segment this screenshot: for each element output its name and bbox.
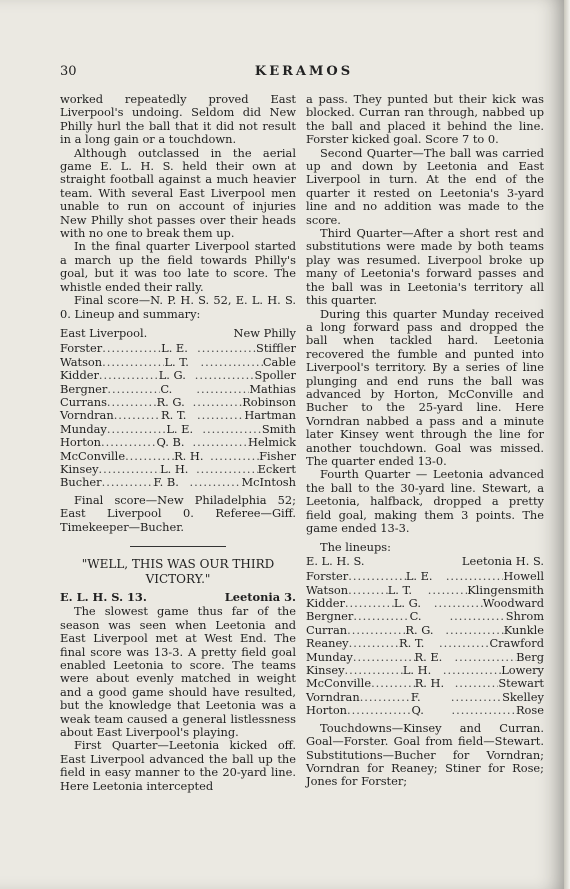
page-edge (564, 0, 570, 889)
leader-dots (196, 383, 249, 396)
leader-dots (345, 664, 403, 677)
leader-dots (347, 624, 405, 637)
lineup-row (60, 356, 296, 369)
position: R. G. (405, 622, 434, 637)
lineup-row (60, 476, 296, 489)
paragraph: Third Quarter—After a short rest and substitutions were made by both teams play was resumed. Liverpool broke up many of Leetonia's forward passes and the ball was in Leetonia's territory all this quarter. (306, 226, 544, 308)
opponent-name: Mathias (249, 381, 296, 396)
leader-dots (434, 597, 483, 610)
player-name: Watson (306, 582, 349, 597)
lineup-header (306, 555, 544, 568)
lineup-row (306, 704, 544, 717)
opponent-name: Fisher (259, 448, 296, 463)
leader-dots (443, 664, 501, 677)
player-name: Horton (306, 703, 348, 718)
position: Q. (411, 703, 424, 718)
team-name-left: E. L. H. S. (306, 553, 365, 568)
position: L. H. (402, 663, 432, 678)
player-name: Munday (60, 421, 107, 436)
position: R. T. (399, 636, 425, 651)
leader-dots (202, 423, 261, 436)
leader-dots (197, 342, 256, 355)
leader-dots (353, 651, 415, 664)
player-name: Kinsey (60, 461, 99, 476)
lineup-row (60, 369, 296, 382)
lineup-row (60, 450, 296, 463)
leader-dots (196, 463, 258, 476)
player-name: McConville (306, 676, 372, 691)
leader-dots (347, 704, 411, 717)
opponent-name: Klingensmith (467, 582, 544, 597)
opponent-name: Hartman (244, 408, 296, 423)
opponent-name: Helmick (247, 435, 296, 450)
leader-dots (451, 691, 502, 704)
lineup-row (306, 597, 544, 610)
team-name-right: Leetonia H. S. (461, 553, 544, 568)
player-name: Forster (306, 569, 349, 584)
lineup-row (306, 664, 544, 677)
opponent-name: McIntosh (241, 475, 296, 490)
position: F. (410, 689, 421, 704)
leader-dots (455, 651, 517, 664)
opponent-name: Skelley (502, 689, 544, 704)
paragraph: a pass. They punted but their kick was blocked. Curran ran through, nabbed up the ball and placed it behind the line. Forster kicked goal. Score 7 to 0. (306, 92, 544, 147)
position: C. (409, 609, 422, 624)
lineup-row (306, 610, 544, 623)
position: L. E. (161, 341, 188, 356)
score-line (60, 591, 296, 604)
player-name: Horton (60, 435, 102, 450)
leader-dots (439, 637, 489, 650)
paragraph: Fourth Quarter — Leetonia advanced the ball to the 30-yard line. Stewart, a Leetonia, halfback, dropped a pretty field goal, making them 3 points. The game ended 13-3. (306, 467, 544, 535)
lineup-row (306, 677, 544, 690)
lineups-label: The lineups: (320, 540, 391, 555)
lineup-row (306, 637, 544, 650)
story-title (60, 557, 296, 587)
position: R. T. (161, 408, 187, 423)
position: R. G. (156, 394, 185, 409)
opponent-name: Kunkle (503, 622, 544, 637)
leader-dots (107, 383, 160, 396)
leader-dots (99, 463, 161, 476)
paragraph: worked repeatedly proved East Liverpool's undoing. Seldom did New Philly hurl the ball that it did not result in a long gain or a touchdown. (60, 92, 296, 147)
player-name: Kidder (60, 368, 99, 383)
opponent-name: Spoller (254, 368, 296, 383)
player-name: Bergner (60, 381, 108, 396)
magazine-title: KERAMOS (254, 64, 354, 79)
leader-dots (195, 369, 255, 382)
leader-dots (107, 396, 157, 409)
player-name: Curran (306, 622, 348, 637)
lineup-row (60, 396, 296, 409)
player-name: Vorndran (60, 408, 114, 423)
leader-dots (446, 570, 504, 583)
position: L. T. (387, 582, 413, 597)
score-home: E. L. H. S. 13. (60, 590, 147, 604)
leader-dots (353, 610, 409, 623)
leader-dots (345, 597, 394, 610)
leader-dots (102, 342, 161, 355)
leader-dots (455, 677, 499, 690)
leader-dots (450, 610, 506, 623)
leader-dots (101, 436, 156, 449)
player-name: Munday (306, 649, 353, 664)
leader-dots (200, 356, 262, 369)
left-column (60, 93, 296, 793)
leader-dots (428, 584, 468, 597)
lineup-row (60, 423, 296, 436)
player-name: Currans (60, 394, 107, 409)
position: F. B. (153, 475, 179, 490)
story-title-line: "WELL, THIS WAS OUR THIRD (81, 557, 275, 571)
paragraph: During this quarter Munday received a long forward pass and dropped the ball when tackled hard. Leetonia recovered the fumble and punted into Liverpool's territory. By a series of line plunging and end runs the ball was advanced by Horton, McConville and Bucher to the 25-yard line. Here Vorndran nabbed a pass and a minute later Kinsey went through the line for another touchdown. Goal was missed. The quarter ended 13-0. (306, 306, 544, 468)
position: L. T. (164, 354, 189, 369)
leader-dots (349, 637, 399, 650)
score-away: Leetonia 3. (224, 590, 296, 604)
team-name-right: New Philly (233, 325, 296, 340)
opponent-name: Stewart (498, 676, 544, 691)
opponent-name: Crawford (489, 636, 544, 651)
position: L. E. (405, 569, 433, 584)
leader-dots (193, 396, 243, 409)
opponent-name: Berg (516, 649, 544, 664)
position: L. H. (160, 461, 189, 476)
opponent-name: Woodward (482, 596, 544, 611)
story-title-line: VICTORY." (145, 572, 211, 586)
player-name: Reaney (306, 636, 349, 651)
leader-dots (114, 409, 161, 422)
lineup-row (306, 584, 544, 597)
leader-dots (192, 436, 247, 449)
paragraph: The slowest game thus far of the season was seen when Leetonia and East Liverpool met at West End. The final score was 13-3. A pretty field goal enabled Leetonia to score. The teams were about evenly matched in weight and a good game should have resulted, but the knowledge that Leetonia was a weak team caused a general listlessness about East Liverpool's playing. (60, 604, 296, 740)
lineup-row (60, 436, 296, 449)
leader-dots (102, 476, 154, 489)
leader-dots (197, 409, 244, 422)
opponent-name: Howell (503, 569, 544, 584)
leader-dots (107, 423, 166, 436)
lineup-row (306, 691, 544, 704)
player-name: McConville (60, 448, 126, 463)
leader-dots (102, 356, 164, 369)
opponent-name: Robinson (242, 394, 296, 409)
player-name: Forster (60, 341, 103, 356)
paragraph: Final score—New Philadelphia 52; East Liverpool 0. Referee—Giff. Timekeeper—Bucher. (60, 492, 296, 534)
position: L. G. (393, 596, 421, 611)
page-number: 30 (60, 64, 77, 79)
lineup-row (60, 342, 296, 355)
leader-dots (348, 570, 406, 583)
paragraph: Touchdowns—Kinsey and Curran. Goal—Forster. Goal from field—Stewart. Substitutions—Bucher for Vorndran; Vorndran for Reaney; Stiner for Rose; Jones for Forster; (306, 720, 544, 789)
position: C. (160, 381, 173, 396)
leader-dots (371, 677, 415, 690)
position: R. H. (174, 448, 204, 463)
team-name-left: East Liverpool. (60, 325, 148, 340)
leader-dots (99, 369, 159, 382)
player-name: Kidder (306, 596, 345, 611)
lineup-row (306, 570, 544, 583)
lineup-table (306, 541, 544, 717)
lineup-row (60, 463, 296, 476)
position: R. H. (414, 676, 445, 691)
opponent-name: Cable (262, 354, 296, 369)
position: R. E. (414, 649, 443, 664)
opponent-name: Smith (261, 421, 296, 436)
opponent-name: Shrom (505, 609, 544, 624)
opponent-name: Lowery (501, 663, 544, 678)
leader-dots (445, 624, 503, 637)
leader-dots (451, 704, 515, 717)
leader-dots (360, 691, 411, 704)
position: L. G. (158, 368, 186, 383)
paragraph: Second Quarter—The ball was carried up and down by Leetonia and East Liverpool in turn. At the end of the quarter it rested on Leetonia's 3-yard line and no addition was made to the score. (306, 145, 544, 227)
lineup-row (306, 651, 544, 664)
lineup-row (60, 409, 296, 422)
position: Q. B. (156, 435, 185, 450)
opponent-name: Eckert (257, 461, 296, 476)
opponent-name: Stiffler (256, 341, 296, 356)
lineup-table (60, 327, 296, 490)
player-name: Bergner (306, 609, 354, 624)
paragraph: Although outclassed in the aerial game E. L. H. S. held their own at straight football against a much heavier team. With several East Liverpool men unable to run on account of injuries New Philly shot passes over their heads with no one to break them up. (60, 145, 296, 241)
paragraph: Final score—N. P. H. S. 52, E. L. H. S. 0. Lineup and summary: (60, 293, 296, 321)
leader-dots (348, 584, 388, 597)
player-name: Watson (60, 354, 103, 369)
player-name: Vorndran (306, 689, 360, 704)
position: L. E. (166, 421, 194, 436)
section-divider (130, 546, 226, 547)
player-name: Bucher (60, 475, 102, 490)
paragraph: In the final quarter Liverpool started a march up the field towards Philly's goal, but it was too late to score. The whistle ended their rally. (60, 239, 296, 294)
opponent-name: Rose (515, 703, 544, 718)
lineup-row (306, 624, 544, 637)
lineup-row (60, 383, 296, 396)
lineup-header (60, 327, 296, 340)
leader-dots (125, 450, 174, 463)
leader-dots (210, 450, 259, 463)
player-name: Kinsey (306, 663, 345, 678)
leader-dots (190, 476, 242, 489)
right-column (306, 93, 544, 789)
paragraph: First Quarter—Leetonia kicked off. East Liverpool advanced the ball up the field in easy manner to the 20-yard line. Here Leetonia intercepted (60, 738, 296, 793)
